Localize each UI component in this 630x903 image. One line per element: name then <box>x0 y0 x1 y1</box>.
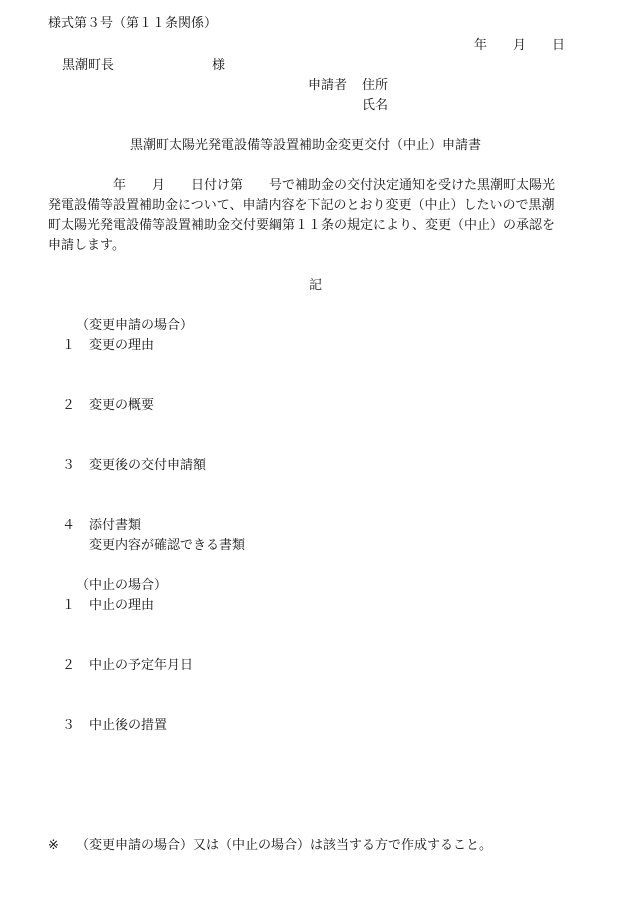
change-item-label: 添付書類 <box>89 518 142 533</box>
document-title: 黒潮町太陽光発電設備等設置補助金変更交付（中止）申請書 <box>130 138 482 153</box>
cancel-item-number: １ <box>62 598 76 613</box>
body-paragraph <box>48 176 586 256</box>
cancel-item-number: ２ <box>62 658 76 673</box>
ki-heading: 記 <box>309 278 323 293</box>
note-mark: ※ <box>48 838 59 853</box>
applicant-name-label: 氏名 <box>362 98 389 113</box>
change-item-number: １ <box>62 338 76 353</box>
change-item-label: 変更の概要 <box>89 398 155 413</box>
addressee-name: 黒潮町長 <box>62 58 115 73</box>
applicant-label: 申請者 <box>308 78 348 93</box>
form-number: 様式第３号（第１１条関係） <box>48 16 218 31</box>
change-item-number: ４ <box>62 518 76 533</box>
addressee-honorific: 様 <box>212 58 226 73</box>
body-line: 発電設備等設置補助金について、申請内容を下記のとおり変更（中止）したいので黒潮 <box>48 198 555 213</box>
date-line: 年 月 日 <box>474 38 566 53</box>
cancel-item-label: 中止の理由 <box>89 598 155 613</box>
body-line: 町太陽光発電設備等設置補助金交付要綱第１１条の規定により、変更（中止）の承認を <box>48 218 556 233</box>
note-text: （変更申請の場合）又は（中止の場合）は該当する方で作成すること。 <box>76 838 493 853</box>
change-section-heading: （変更申請の場合） <box>76 318 194 333</box>
change-item-sub: 変更内容が確認できる書類 <box>89 538 246 553</box>
cancel-item-label: 中止の予定年月日 <box>89 658 194 673</box>
change-item-label: 変更後の交付申請額 <box>89 458 207 473</box>
applicant-address-label: 住所 <box>362 78 389 93</box>
cancel-section-heading: （中止の場合） <box>76 578 168 593</box>
body-line: 年 月 日付け第 号で補助金の交付決定通知を受けた黒潮町太陽光 <box>48 178 556 193</box>
change-item-label: 変更の理由 <box>89 338 155 353</box>
cancel-item-number: ３ <box>62 718 76 733</box>
change-item-number: ３ <box>62 458 76 473</box>
change-item-number: ２ <box>62 398 76 413</box>
body-line: 申請します。 <box>48 238 125 253</box>
cancel-item-label: 中止後の措置 <box>89 718 168 733</box>
